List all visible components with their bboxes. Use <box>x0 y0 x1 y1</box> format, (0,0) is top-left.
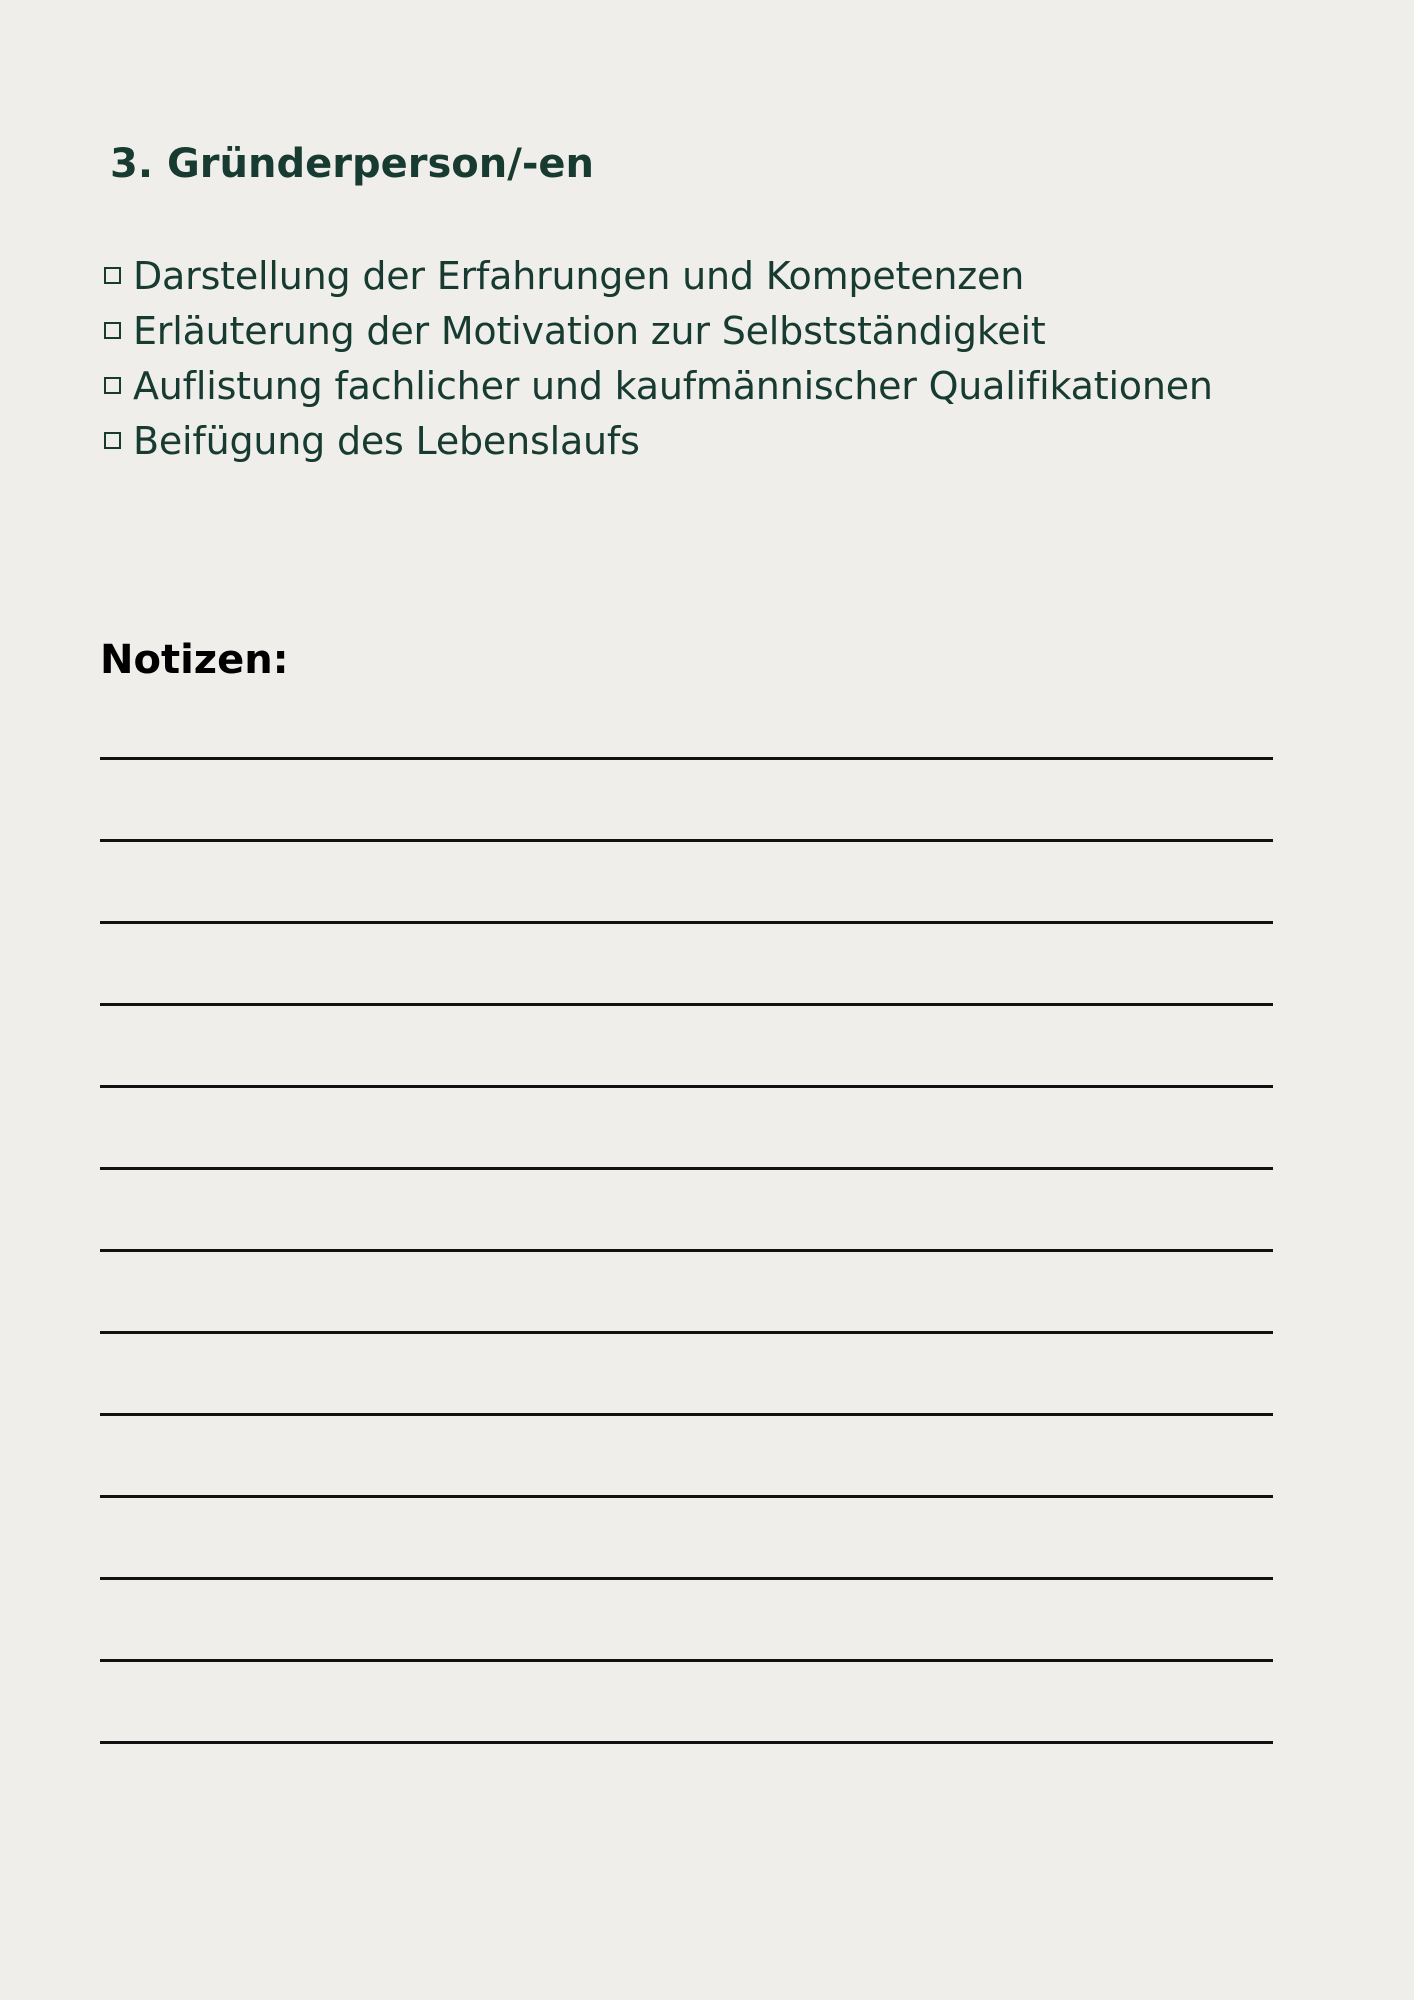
note-line[interactable] <box>100 1085 1273 1088</box>
checkbox[interactable] <box>104 322 121 339</box>
note-line[interactable] <box>100 1331 1273 1334</box>
note-line[interactable] <box>100 1741 1273 1744</box>
note-line[interactable] <box>100 1249 1273 1252</box>
checklist-item-label: Auflistung fachlicher und kaufmännischer Qualifikationen <box>133 363 1213 408</box>
checklist-item-label: Erläuterung der Motivation zur Selbstständigkeit <box>133 308 1046 353</box>
note-line[interactable] <box>100 839 1273 842</box>
notes-lines[interactable] <box>100 757 1273 1823</box>
notes-title: Notizen: <box>100 637 289 683</box>
note-line[interactable] <box>100 1167 1273 1170</box>
checklist-item <box>100 248 1213 303</box>
note-line[interactable] <box>100 921 1273 924</box>
checklist-item-label: Beifügung des Lebenslaufs <box>133 418 640 463</box>
note-line[interactable] <box>100 1495 1273 1498</box>
checklist-item <box>100 358 1213 413</box>
note-line[interactable] <box>100 757 1273 760</box>
note-line[interactable] <box>100 1577 1273 1580</box>
checklist <box>100 248 1213 468</box>
checklist-item <box>100 413 1213 468</box>
checklist-item-label: Darstellung der Erfahrungen und Kompetenzen <box>133 253 1025 298</box>
note-line[interactable] <box>100 1659 1273 1662</box>
checkbox[interactable] <box>104 377 121 394</box>
checkbox[interactable] <box>104 267 121 284</box>
section-heading: 3. Gründerperson/-en <box>110 141 595 187</box>
checklist-item <box>100 303 1213 358</box>
note-line[interactable] <box>100 1003 1273 1006</box>
note-line[interactable] <box>100 1413 1273 1416</box>
checkbox[interactable] <box>104 432 121 449</box>
